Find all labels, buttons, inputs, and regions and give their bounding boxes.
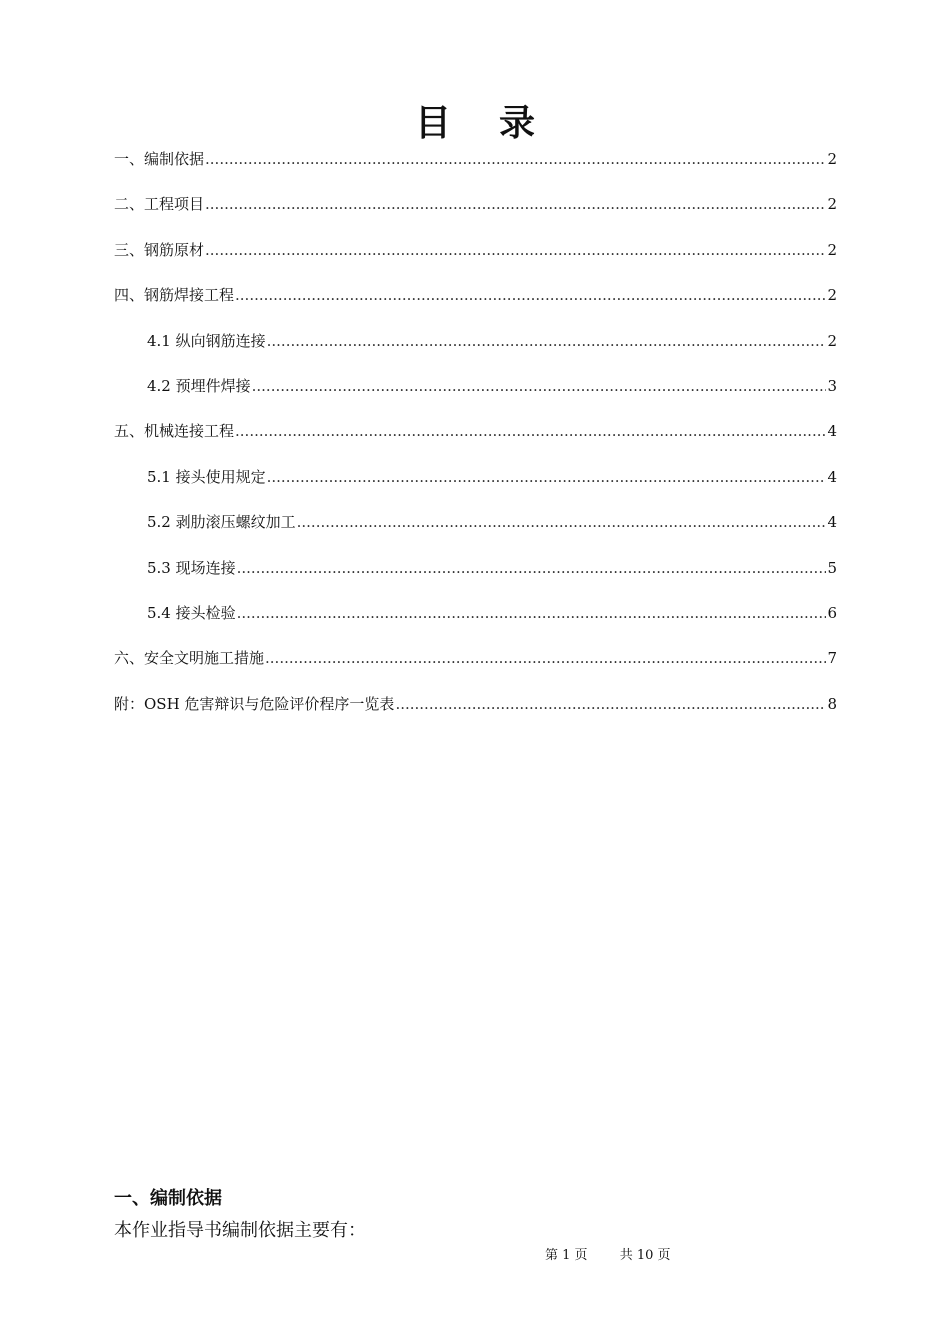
toc-item[interactable] (114, 239, 837, 284)
toc-item-label: 三、钢筋原材 (114, 240, 205, 259)
toc-item-label: 4.2 预埋件焊接 (147, 376, 251, 395)
toc-item-label: 一、编制依据 (114, 150, 205, 168)
toc-subitem[interactable] (114, 602, 837, 647)
page-footer (545, 1246, 671, 1266)
toc-item-label: 5.3 现场连接 (147, 558, 236, 577)
toc-item-page: 2 (827, 286, 837, 305)
toc-item-page: 3 (827, 376, 837, 395)
toc-item-label: 附：OSH 危害辩识与危险评价程序一览表 (114, 694, 395, 713)
toc-item-page: 8 (827, 694, 837, 713)
toc-dot-leader (252, 375, 827, 397)
toc-item-page: 6 (827, 603, 837, 622)
toc-dot-leader (265, 647, 826, 669)
section-heading: 一、编制依据 (114, 1188, 222, 1209)
toc-item[interactable] (114, 193, 837, 238)
toc-item-label: 六、安全文明施工措施 (114, 649, 265, 668)
toc-item[interactable] (114, 647, 837, 692)
footer-page-total: 共 10 页 (619, 1248, 671, 1263)
toc-item-label: 5.4 接头检验 (147, 603, 236, 622)
toc-item[interactable] (114, 693, 837, 738)
toc-subitem[interactable] (114, 375, 837, 420)
toc-dot-leader (297, 511, 827, 533)
toc-dot-leader (267, 466, 827, 488)
toc-dot-leader (395, 693, 826, 715)
toc-dot-leader (205, 193, 826, 215)
toc-subitem[interactable] (114, 557, 837, 602)
toc-item-page: 5 (827, 558, 837, 577)
toc-dot-leader (237, 557, 827, 579)
toc-item[interactable] (114, 284, 837, 329)
toc-item-page: 2 (827, 331, 837, 350)
toc-item-page: 4 (827, 467, 837, 486)
toc-item-page: 7 (827, 649, 837, 668)
toc-item-page: 4 (827, 513, 837, 532)
toc-item[interactable] (114, 148, 837, 193)
footer-page-current: 第 1 页 (545, 1248, 588, 1263)
toc-subitem[interactable] (114, 511, 837, 556)
toc-dot-leader (205, 239, 826, 261)
toc-dot-leader (267, 330, 827, 352)
toc-item-label: 二、工程项目 (114, 195, 205, 214)
page-title: 目录 (414, 103, 583, 144)
toc-subitem[interactable] (114, 330, 837, 375)
toc-item-page: 2 (827, 150, 837, 168)
toc-item-label: 5.2 剥肋滚压螺纹加工 (147, 513, 296, 532)
toc-item-page: 2 (827, 195, 837, 214)
toc-item-label: 5.1 接头使用规定 (147, 467, 266, 486)
toc-dot-leader (235, 420, 826, 442)
toc-subitem[interactable] (114, 466, 837, 511)
toc-item-page: 2 (827, 240, 837, 259)
toc-dot-leader (235, 284, 826, 306)
toc-item-label: 五、机械连接工程 (114, 422, 235, 441)
table-of-contents (114, 148, 837, 738)
toc-item[interactable] (114, 420, 837, 465)
toc-item-label: 四、钢筋焊接工程 (114, 286, 235, 305)
toc-item-page: 4 (827, 422, 837, 441)
toc-item-label: 4.1 纵向钢筋连接 (147, 331, 266, 350)
toc-dot-leader (205, 148, 826, 170)
toc-dot-leader (237, 602, 827, 624)
section-body-text: 本作业指导书编制依据主要有： (114, 1220, 366, 1241)
